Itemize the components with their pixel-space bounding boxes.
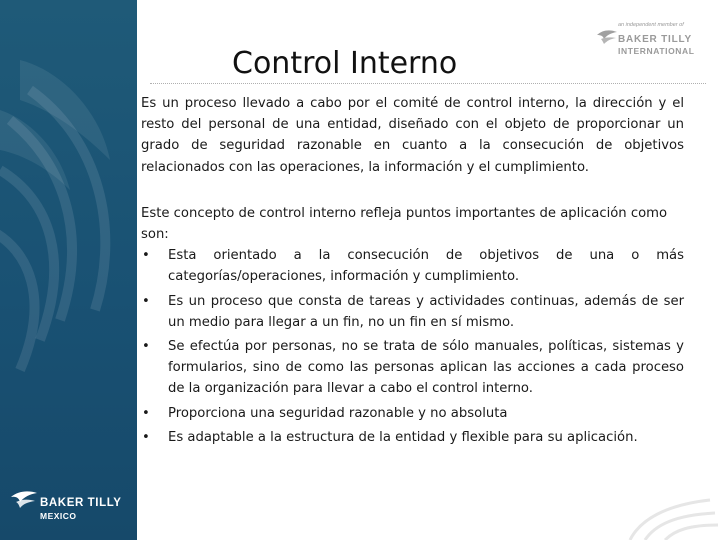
logo-tagline: an independent member of	[618, 22, 684, 28]
bullet-list	[141, 245, 684, 448]
list-item-text: Es un proceso que consta de tareas y actividades continuas, además de ser un medio para llegar a un fin, no un fin en sí mismo.	[168, 293, 684, 330]
decorative-swirl-icon	[620, 495, 720, 540]
logo-name-line1: BAKER TILLY	[618, 34, 692, 45]
list-item-text: Es adaptable a la estructura de la entidad y flexible para su aplicación.	[168, 429, 638, 445]
bullet-icon: •	[142, 339, 150, 355]
title-divider	[150, 83, 706, 84]
list-item-text: Se efectúa por personas, no se trata de sólo manuales, políticas, sistemas y formularios, sino de como las personas aplican las acciones a cada proceso de la organización para llevar a cabo el control interno.	[168, 339, 684, 397]
bullet-icon: •	[142, 405, 150, 421]
list-item	[141, 245, 684, 287]
list-item	[141, 336, 684, 400]
bullet-icon: •	[142, 293, 150, 309]
sidebar-watermark-icon	[0, 0, 137, 540]
baker-tilly-international-logo	[596, 22, 706, 62]
sidebar-panel	[0, 0, 137, 540]
list-item	[141, 403, 684, 424]
definition-paragraph: Es un proceso llevado a cabo por el comité de control interno, la dirección y el resto del personal de una entidad, diseñado con el objeto de proporcionar un grado de seguridad razonable en cuanto a la consecución de objetivos relacionados con las operaciones, la información y el cumplimiento.	[141, 96, 684, 175]
list-item-text: Proporciona una seguridad razonable y no absoluta	[168, 405, 508, 421]
baker-tilly-mexico-logo	[10, 486, 132, 522]
list-item	[141, 291, 684, 333]
main-content	[141, 93, 684, 448]
logo-name-line2: INTERNATIONAL	[618, 46, 695, 56]
bullet-icon: •	[142, 248, 150, 264]
bullet-icon: •	[142, 429, 150, 445]
baker-tilly-bird-icon	[596, 28, 618, 46]
page-title: Control Interno	[232, 46, 458, 81]
logo-name-line1: BAKER TILLY	[40, 497, 122, 509]
list-item-text: Esta orientado a la consecución de objetivos de una o más categorías/operaciones, información y cumplimiento.	[168, 248, 684, 285]
intro-paragraph: Este concepto de control interno refleja puntos importantes de aplicación como son:	[141, 205, 668, 243]
list-item	[141, 427, 684, 448]
logo-name-line2: MEXICO	[40, 511, 77, 521]
baker-tilly-bird-icon	[10, 488, 38, 510]
